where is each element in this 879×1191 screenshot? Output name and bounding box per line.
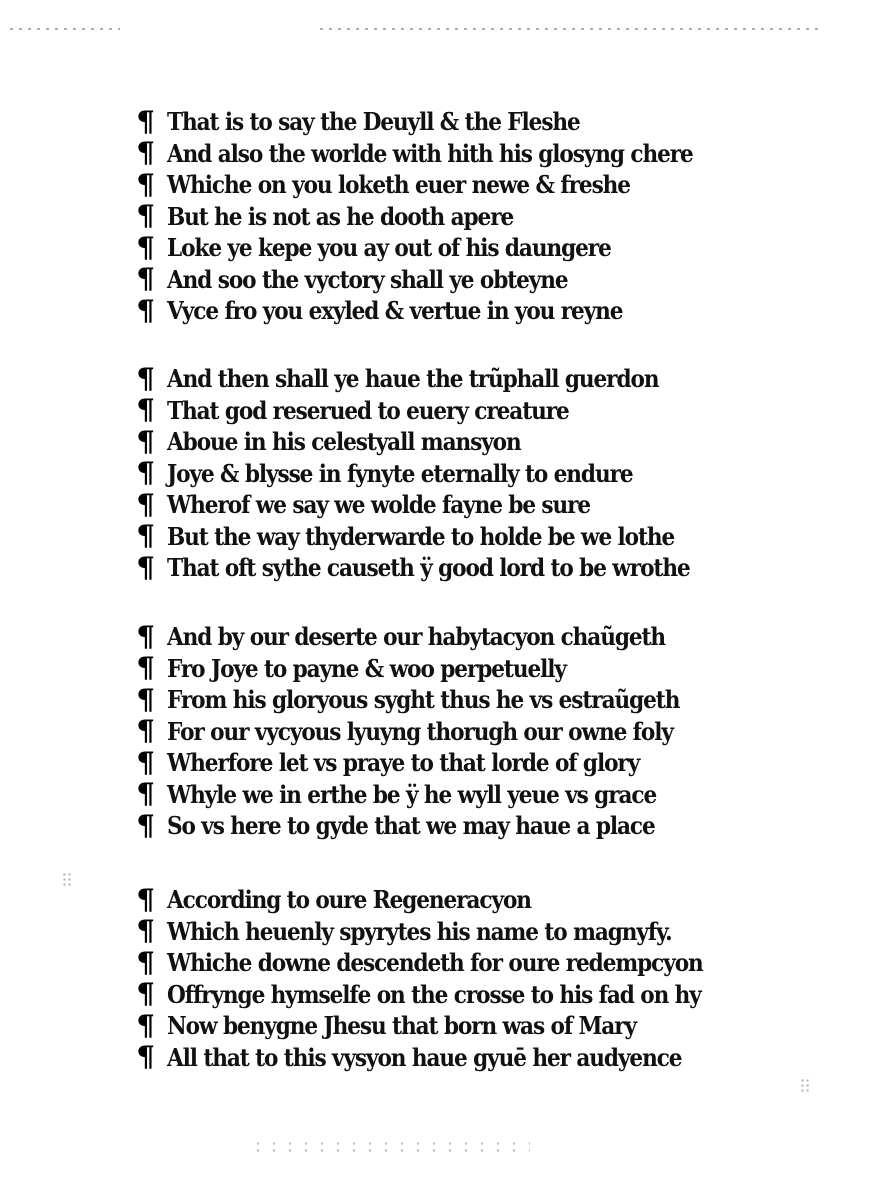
verse-line xyxy=(137,489,777,521)
verse-text: Vyce fro you exyled & vertue in you reyne xyxy=(167,296,623,326)
stanza-3 xyxy=(137,621,777,842)
pilcrow-mark: ¶ xyxy=(136,262,155,296)
pilcrow-mark: ¶ xyxy=(136,808,155,842)
pilcrow-mark: ¶ xyxy=(136,167,155,201)
pilcrow-mark: ¶ xyxy=(136,550,155,584)
pilcrow-mark: ¶ xyxy=(136,361,155,395)
pilcrow-mark: ¶ xyxy=(136,619,155,653)
verse-text: Whiche downe descendeth for oure redempcyon xyxy=(167,948,703,978)
verse-line xyxy=(137,264,777,296)
verse-line xyxy=(137,201,777,233)
pilcrow-mark: ¶ xyxy=(136,714,155,748)
verse-text: That is to say the Deuyll & the Fleshe xyxy=(167,107,580,137)
scan-noise-bottom xyxy=(250,1140,530,1152)
verse-text: From his gloryous syght thus he vs estraũgeth xyxy=(167,685,680,715)
pilcrow-mark: ¶ xyxy=(136,882,155,916)
verse-text: All that to this vysyon haue gyuē her audyence xyxy=(167,1042,682,1072)
verse-text: And by our deserte our habytacyon chaũgeth xyxy=(167,622,666,652)
pilcrow-mark: ¶ xyxy=(136,293,155,327)
verse-line xyxy=(137,779,777,811)
pilcrow-mark: ¶ xyxy=(136,199,155,233)
verse-text: Which heuenly spyrytes his name to magnyfy. xyxy=(167,916,672,946)
verse-line xyxy=(137,232,777,264)
scan-noise-top-left xyxy=(10,28,120,30)
scan-noise-right xyxy=(800,1078,810,1094)
verse-line xyxy=(137,552,777,584)
pilcrow-mark: ¶ xyxy=(136,424,155,458)
verse-text: And then shall ye haue the trũphall guerdon xyxy=(167,364,659,394)
verse-line xyxy=(137,395,777,427)
verse-text: For our vycyous lyuyng thorugh our owne foly xyxy=(167,716,673,746)
verse-text: But the way thyderwarde to holde be we lothe xyxy=(167,521,675,551)
verse-line xyxy=(137,169,777,201)
pilcrow-mark: ¶ xyxy=(136,136,155,170)
pilcrow-mark: ¶ xyxy=(136,945,155,979)
verse-text: Whyle we in erthe be ÿ he wyll yeue vs grace xyxy=(167,779,657,809)
verse-text: And also the worlde with hith his glosyng chere xyxy=(167,138,693,168)
verse-text: Wherof we say we wolde fayne be sure xyxy=(167,490,591,520)
verse-text: And soo the vyctory shall ye obteyne xyxy=(167,264,568,294)
verse-text: Offrynge hymselfe on the crosse to his fad on hy xyxy=(167,979,701,1009)
pilcrow-mark: ¶ xyxy=(136,682,155,716)
verse-text: Whiche on you loketh euer newe & freshe xyxy=(167,170,630,200)
verse-line xyxy=(137,295,777,327)
verse-text: But he is not as he dooth apere xyxy=(167,201,514,231)
verse-line xyxy=(137,747,777,779)
verse-line xyxy=(137,947,777,979)
pilcrow-mark: ¶ xyxy=(136,914,155,948)
verse-text: So vs here to gyde that we may haue a place xyxy=(167,811,655,841)
stanza-2 xyxy=(137,363,777,584)
verse-line xyxy=(137,138,777,170)
verse-line xyxy=(137,363,777,395)
stanza-1 xyxy=(137,106,777,327)
pilcrow-mark: ¶ xyxy=(136,651,155,685)
verse-line xyxy=(137,521,777,553)
pilcrow-mark: ¶ xyxy=(136,230,155,264)
verse-line xyxy=(137,1042,777,1074)
verse-line xyxy=(137,106,777,138)
verse-line xyxy=(137,426,777,458)
scan-noise-left xyxy=(62,872,72,888)
verse-text: Fro Joye to payne & woo perpetuelly xyxy=(167,653,566,683)
verse-text: Joye & blysse in fynyte eternally to endure xyxy=(167,458,633,488)
verse-line xyxy=(137,916,777,948)
verse-text: Loke ye kepe you ay out of his daungere xyxy=(167,233,611,263)
pilcrow-mark: ¶ xyxy=(136,104,155,138)
pilcrow-mark: ¶ xyxy=(136,777,155,811)
verse-line xyxy=(137,1010,777,1042)
verse-line xyxy=(137,458,777,490)
pilcrow-mark: ¶ xyxy=(136,977,155,1011)
verse-text: Aboue in his celestyall mansyon xyxy=(167,427,521,457)
verse-line xyxy=(137,653,777,685)
pilcrow-mark: ¶ xyxy=(136,393,155,427)
verse-text: According to oure Regeneracyon xyxy=(167,885,531,915)
verse-text: Now benygne Jhesu that born was of Mary xyxy=(167,1011,636,1041)
verse-line xyxy=(137,621,777,653)
verse-text: Wherfore let vs praye to that lorde of glory xyxy=(167,748,640,778)
verse-line xyxy=(137,979,777,1011)
scan-noise-top xyxy=(320,28,820,30)
verse-line xyxy=(137,884,777,916)
pilcrow-mark: ¶ xyxy=(136,456,155,490)
verse-text: That oft sythe causeth ÿ good lord to be wrothe xyxy=(167,553,690,583)
pilcrow-mark: ¶ xyxy=(136,1008,155,1042)
pilcrow-mark: ¶ xyxy=(136,487,155,521)
verse-line xyxy=(137,810,777,842)
verse-line xyxy=(137,716,777,748)
verse-text: That god reserued to euery creature xyxy=(167,395,569,425)
pilcrow-mark: ¶ xyxy=(136,519,155,553)
pilcrow-mark: ¶ xyxy=(136,745,155,779)
stanza-4 xyxy=(137,884,777,1073)
verse-line xyxy=(137,684,777,716)
pilcrow-mark: ¶ xyxy=(136,1040,155,1074)
